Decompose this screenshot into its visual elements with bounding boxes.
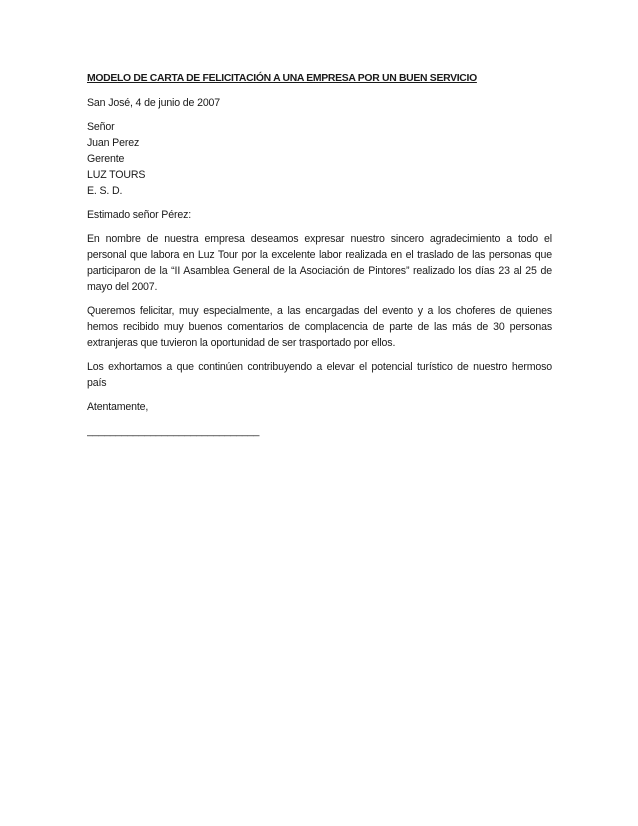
body-paragraph: Queremos felicitar, muy especialmente, a las encargadas del evento y a los choferes de quienes hemos recibido muy buenos comentarios de complacencia de parte de las más de 30 personas extranjeras que tuvieron la oportunidad de ser trasportado por ellos. (87, 305, 552, 349)
recipient-line: Juan Perez (87, 137, 140, 149)
body-paragraph: En nombre de nuestra empresa deseamos expresar nuestro sincero agradecimiento a todo el personal que labora en Luz Tour por la excelente labor realizada en el traslado de las personas que participaron de la “II Asamblea General de la Asociación de Pintores” realizado los días 23 al 25 de mayo del 2007. (87, 233, 552, 293)
recipient-line: Señor (87, 121, 115, 133)
document-title: MODELO DE CARTA DE FELICITACIÓN A UNA EMPRESA POR UN BUEN SERVICIO (87, 73, 477, 84)
signature-line: ______________________________ (87, 425, 260, 437)
body-paragraph: Los exhortamos a que continúen contribuyendo a elevar el potencial turístico de nuestro hermoso país (87, 361, 552, 389)
recipient-line: E. S. D. (87, 185, 123, 197)
salutation: Estimado señor Pérez: (87, 209, 192, 221)
date-line: San José, 4 de junio de 2007 (87, 97, 221, 109)
closing: Atentamente, (87, 401, 149, 413)
recipient-line: LUZ TOURS (87, 169, 146, 181)
recipient-line: Gerente (87, 153, 125, 165)
letter-body (87, 71, 552, 450)
recipient-block (87, 119, 552, 199)
